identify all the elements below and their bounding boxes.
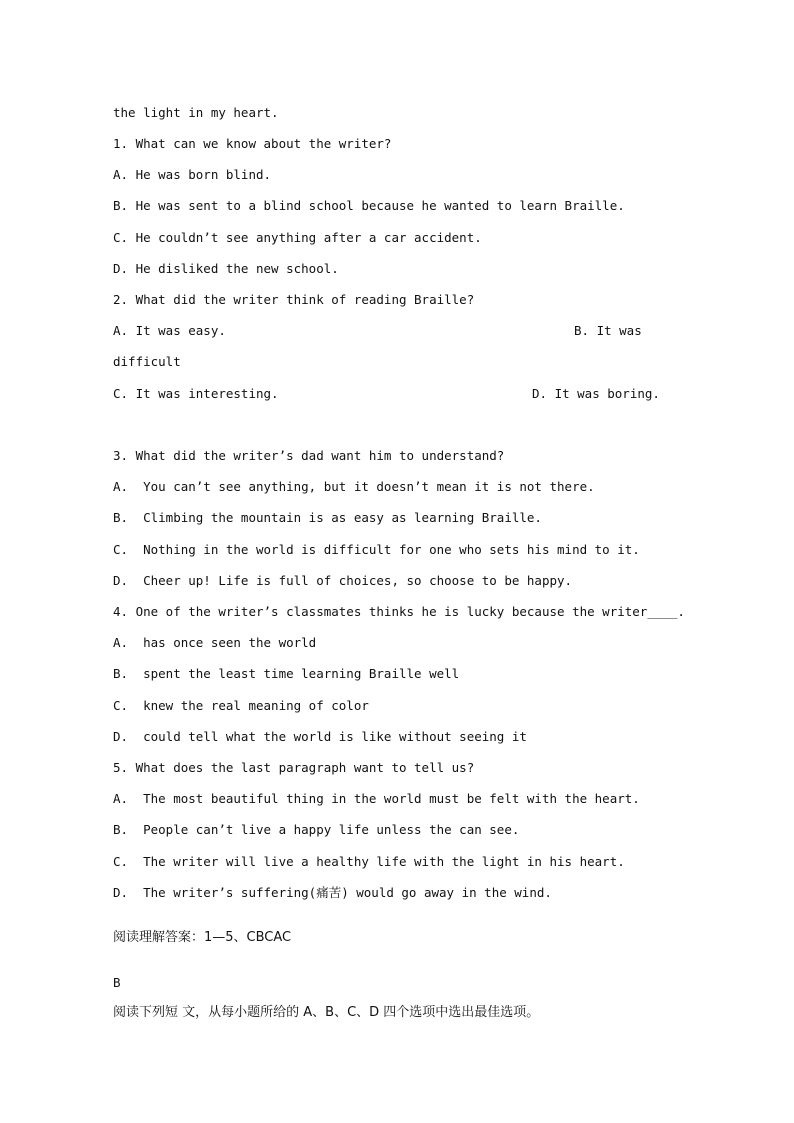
q2-option-b-wrap: difficult bbox=[113, 354, 181, 369]
q2-option-a: A. It was easy. bbox=[113, 323, 226, 338]
q5-option-a: A. The most beautiful thing in the world must be felt with the heart. bbox=[113, 791, 640, 806]
q5-option-d: D. The writer’s suffering(痛苦) would go away in the wind. bbox=[113, 885, 552, 900]
question-5: 5. What does the last paragraph want to tell us? bbox=[113, 760, 475, 775]
question-4: 4. One of the writer’s classmates thinks he is lucky because the writer____. bbox=[113, 604, 685, 619]
q3-option-c: C. Nothing in the world is difficult for one who sets his mind to it. bbox=[113, 542, 640, 557]
section-label: B bbox=[113, 975, 121, 990]
question-2: 2. What did the writer think of reading Braille? bbox=[113, 292, 475, 307]
question-1: 1. What can we know about the writer? bbox=[113, 136, 392, 151]
section-instructions: 阅读下列短 文，从每小题所给的 A、B、C、D 四个选项中选出最佳选项。 bbox=[113, 1005, 540, 1020]
q5-option-c: C. The writer will live a healthy life with the light in his heart. bbox=[113, 854, 625, 869]
q3-option-d: D. Cheer up! Life is full of choices, so choose to be happy. bbox=[113, 573, 573, 588]
passage-tail: the light in my heart. bbox=[113, 105, 279, 120]
q1-option-b: B. He was sent to a blind school because he wanted to learn Braille. bbox=[113, 198, 625, 213]
answer-key: 阅读理解答案：1—5、CBCAC bbox=[113, 930, 292, 945]
q4-option-a: A. has once seen the world bbox=[113, 635, 317, 650]
q4-option-c: C. knew the real meaning of color bbox=[113, 698, 369, 713]
q2-option-b: B. It was bbox=[574, 323, 642, 338]
question-3: 3. What did the writer’s dad want him to understand? bbox=[113, 448, 505, 463]
q4-option-b: B. spent the least time learning Braille well bbox=[113, 666, 460, 681]
q5-option-b: B. People can’t live a happy life unless the can see. bbox=[113, 822, 520, 837]
q2-option-d: D. It was boring. bbox=[532, 386, 660, 401]
q1-option-c: C. He couldn’t see anything after a car accident. bbox=[113, 230, 482, 245]
q1-option-d: D. He disliked the new school. bbox=[113, 261, 339, 276]
q1-option-a: A. He was born blind. bbox=[113, 167, 272, 182]
q2-option-c: C. It was interesting. bbox=[113, 386, 279, 401]
q4-option-d: D. could tell what the world is like without seeing it bbox=[113, 729, 527, 744]
q3-option-a: A. You can’t see anything, but it doesn’t mean it is not there. bbox=[113, 479, 595, 494]
q3-option-b: B. Climbing the mountain is as easy as learning Braille. bbox=[113, 510, 542, 525]
